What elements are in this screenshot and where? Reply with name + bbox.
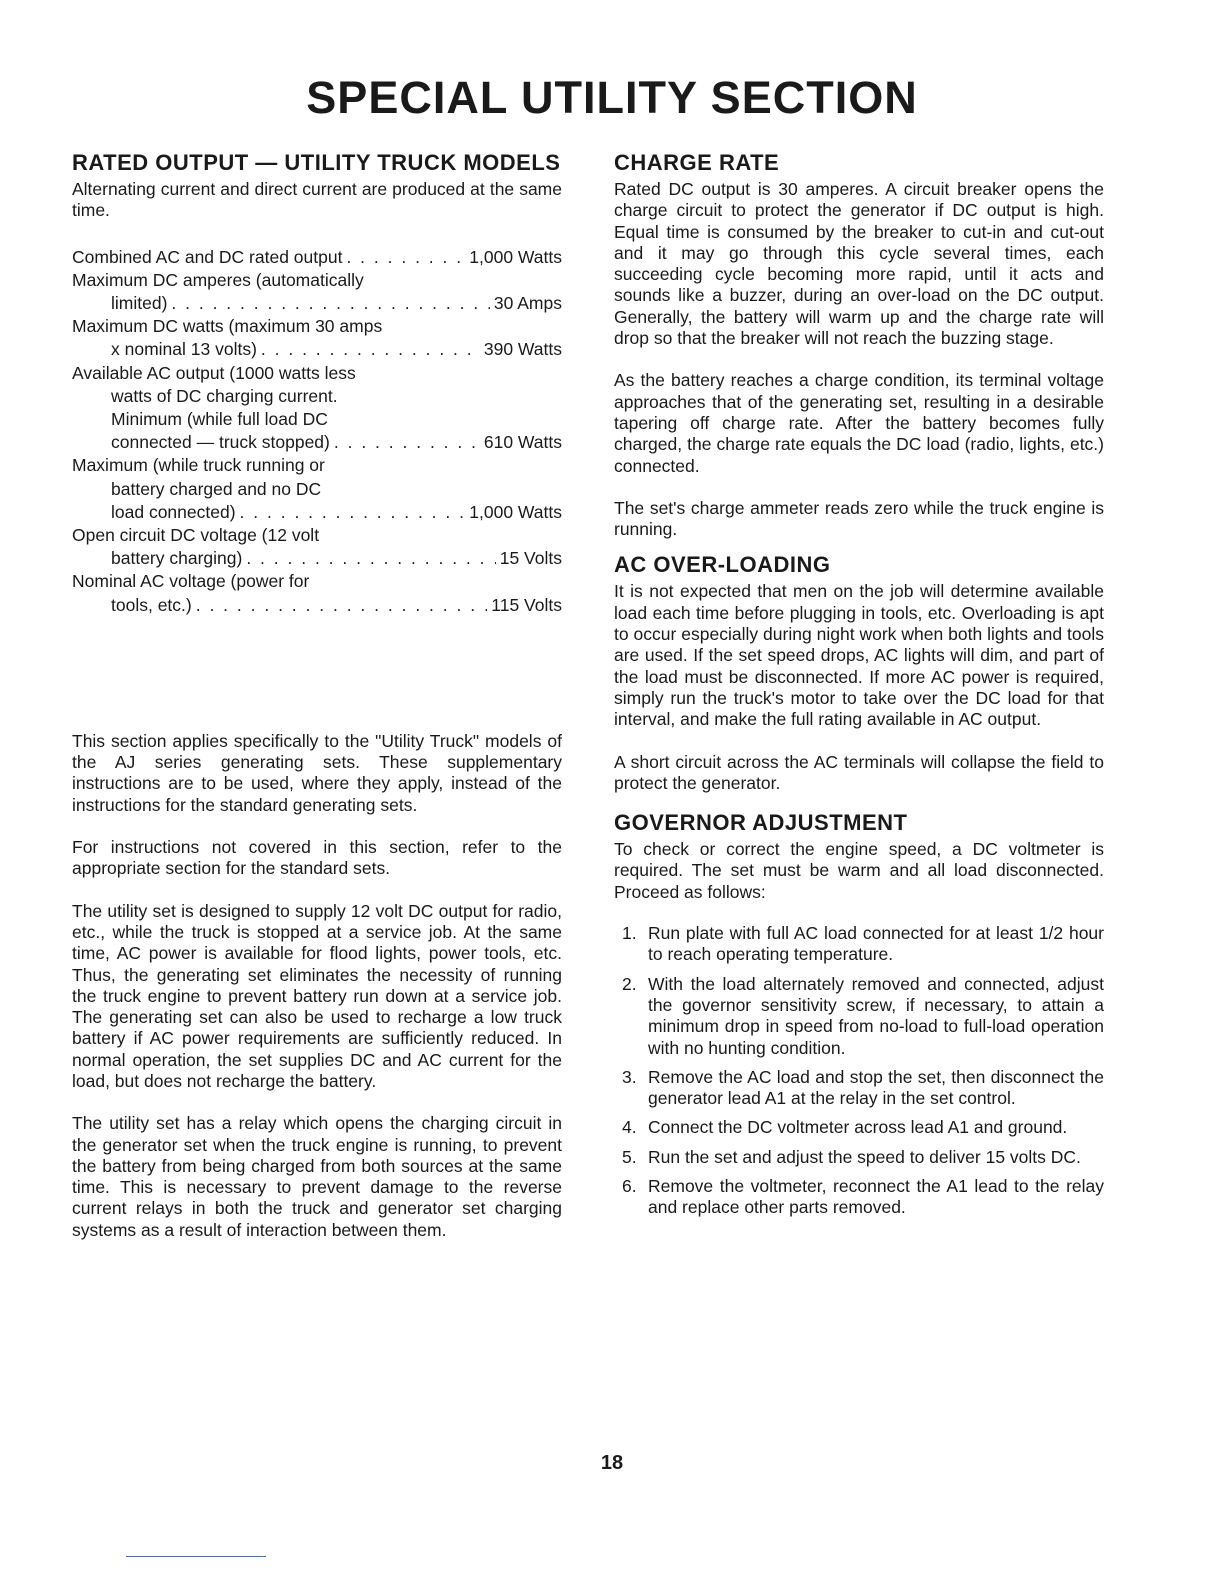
spec-item [72,454,562,524]
governor-steps [614,923,1104,1219]
spec-line: Maximum DC amperes (automatically [72,269,364,290]
step-item [614,923,1104,966]
spec-item [72,524,562,570]
spec-value: 1,000 Watts [469,501,562,522]
step-text: Remove the voltmeter, reconnect the A1 lead to the relay and replace other parts removed. [648,1175,1104,1218]
spec-label: limited) [111,293,168,313]
step-item [614,1117,1104,1138]
step-text: Run the set and adjust the speed to deliver 15 volts DC. [648,1146,1081,1167]
step-number: 5. [622,1146,637,1167]
step-number: 2. [622,973,637,994]
governor-heading: GOVERNOR ADJUSTMENT [614,810,908,836]
charge-rate-heading: CHARGE RATE [614,150,780,175]
spec-item [72,570,562,616]
spec-line: battery charged and no DC [111,478,322,499]
spec-value: 30 Amps [493,293,562,313]
charge-rate-paragraph: The set's charge ammeter reads zero while the truck engine is running. [614,497,1104,540]
charge-rate-paragraph: As the battery reaches a charge condition, its terminal voltage approaches that of the generating set, resulting in a desirable tapering off charge rate. After the battery becomes fully charged, the charge rate equals the DC load (radio, lights, etc.) connected. [614,370,1104,476]
spec-line: Minimum (while full load DC [111,409,328,430]
spec-line: Maximum (while truck running or [72,455,325,476]
spec-label: x nominal 13 volts) [111,339,257,360]
step-text: With the load alternately removed and connected, adjust the governor sensitivity screw, if necessary, to attain a minimum drop in speed from no-load to full-load operation with no hunting condition. [648,973,1104,1058]
step-number: 3. [622,1066,637,1087]
spec-line: Open circuit DC voltage (12 volt [72,525,320,546]
step-number: 4. [622,1117,637,1138]
spec-label: load connected) [111,501,236,522]
charge-rate-paragraph: Rated DC output is 30 amperes. A circuit breaker opens the charge circuit to protect the generator if DC output is high. Equal time is consumed by the breaker to cut-in and cut-out and it may go through this cycle several times, each succeeding cycle becoming more rapid, until it acts and sounds like a buzzer, during an over-load on the DC output. Generally, the battery will warm up and the charge rate will drop so that the breaker will not reach the buzzing stage. [614,179,1104,349]
governor-intro: To check or correct the engine speed, a DC voltmeter is required. The set must be warm and all load disconnected. Proceed as follows: [614,839,1104,902]
utility-paragraph: For instructions not covered in this section, refer to the appropriate section for the standard sets. [72,837,562,879]
step-text: Remove the AC load and stop the set, then disconnect the generator lead A1 at the relay in the set control. [648,1066,1104,1109]
step-text: Run plate with full AC load connected for at least 1/2 hour to reach operating temperature. [648,923,1104,965]
utility-paragraph: This section applies specifically to the "Utility Truck" models of the AJ series generating sets. These supplementary instructions are to be used, where they apply, instead of the instructions for the standard generating sets. [72,730,562,815]
spec-item [72,362,562,455]
step-text: Connect the DC voltmeter across lead A1 and ground. [648,1117,1068,1138]
page-title: SPECIAL UTILITY SECTION [306,72,918,123]
spec-line: Available AC output (1000 watts less [72,362,356,383]
scan-artifact-line [126,1556,266,1557]
spec-line: Maximum DC watts (maximum 30 amps [72,316,383,337]
spec-label: Combined AC and DC rated output [72,246,343,267]
ac-overloading-paragraph: It is not expected that men on the job will determine available load each time before plugging in tools, etc. Overloading is apt to occur especially during night work when both lights and tools are used. If the set speed drops, AC lights will dim, and part of the load must be disconnected. If more AC power is required, simply run the truck's motor to take over the DC load for that interval, and make the full rating available in AC output. [614,581,1104,730]
spec-line: watts of DC charging current. [111,385,338,406]
left-column [72,150,562,1262]
right-column [614,150,1104,1227]
spec-list [72,246,562,617]
spec-value: 390 Watts [483,339,562,360]
page-number: 18 [600,1452,624,1474]
ac-overloading-paragraph: A short circuit across the AC terminals will collapse the field to protect the generator. [614,751,1104,793]
spec-label: tools, etc.) [111,594,192,615]
spec-value: 1,000 Watts [469,246,562,267]
step-item [614,1147,1104,1168]
rated-output-intro: Alternating current and direct current are produced at the same time. [72,179,562,221]
spec-item [72,315,562,361]
ac-overloading-heading: AC OVER-LOADING [614,552,831,578]
spec-item [72,269,562,315]
spec-item [72,246,562,269]
step-number: 6. [622,1175,637,1196]
rated-output-heading: RATED OUTPUT — UTILITY TRUCK MODELS [72,150,561,175]
spec-label: battery charging) [111,548,243,569]
spec-value: 610 Watts [483,432,562,453]
spec-value: 115 Volts [491,594,562,615]
spec-label: connected — truck stopped) [111,432,330,453]
step-item [614,1067,1104,1110]
utility-paragraph: The utility set has a relay which opens the charging circuit in the generator set when the truck engine is running, to prevent the battery from being charged from both sources at the same time. This is necessary to prevent damage to the reverse current relays in both the truck and generator set charging systems as a result of interaction between them. [72,1113,562,1240]
step-item [614,1176,1104,1219]
spec-line: Nominal AC voltage (power for [72,571,310,592]
step-item [614,974,1104,1059]
step-number: 1. [622,923,637,944]
utility-paragraph: The utility set is designed to supply 12 volt DC output for radio, etc., while the truck is stopped at a service job. At the same time, AC power is available for flood lights, power tools, etc. Thus, the generating set eliminates the necessity of running the truck engine to prevent battery run down at a service job. The generating set can also be used to recharge a low truck battery if AC power requirements are sufficiently reduced. In normal operation, the set supplies DC and AC current for the load, but does not recharge the battery. [72,900,562,1091]
spec-value: 15 Volts [499,548,562,569]
